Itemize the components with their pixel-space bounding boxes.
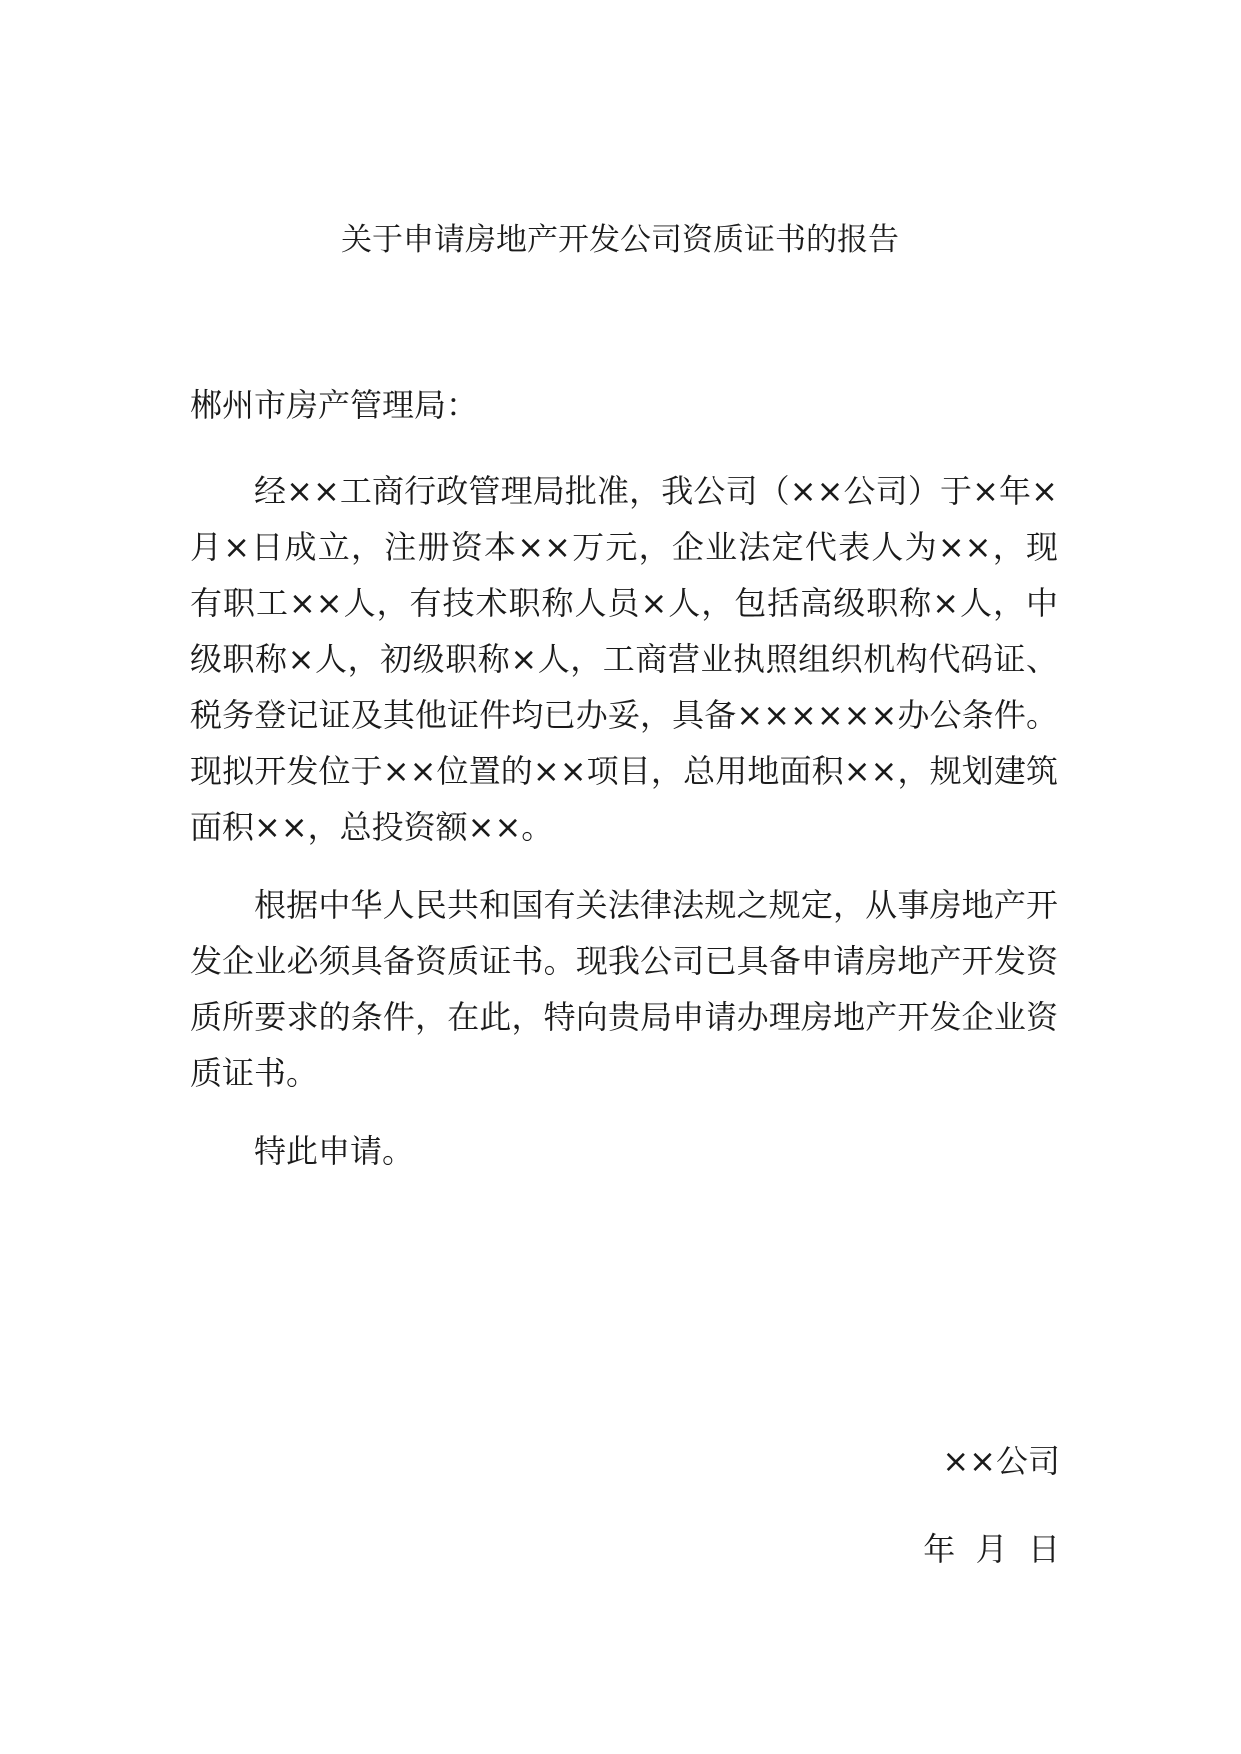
body-paragraph: 根据中华人民共和国有关法律法规之规定，从事房地产开发企业必须具备资质证书。现我公司已具备申请房地产开发资质所要求的条件，在此，特向贵局申请办理房地产开发企业资质证书。: [190, 886, 1058, 1092]
document-title: 关于申请房地产开发公司资质证书的报告: [341, 222, 899, 258]
signature-block: [923, 1440, 1060, 1570]
closing-line: 特此申请。: [254, 1132, 415, 1170]
salutation: 郴州市房产管理局：: [190, 386, 479, 424]
signature-date: 年 月 日: [923, 1530, 1060, 1568]
document-body: [190, 463, 1058, 1179]
signature-company: ××公司: [942, 1442, 1060, 1480]
body-paragraph: 经××工商行政管理局批准，我公司（××公司）于×年×月×日成立，注册资本××万元，企业法定代表人为××，现有职工××人，有技术职称人员×人，包括高级职称×人，中级职称×人，初级职称×人，工商营业执照组织机构代码证、税务登记证及其他证件均已办妥，具备××××××办公条件。现拟开发位于××位置的××项目，总用地面积××，规划建筑面积××，总投资额××。: [190, 472, 1058, 846]
